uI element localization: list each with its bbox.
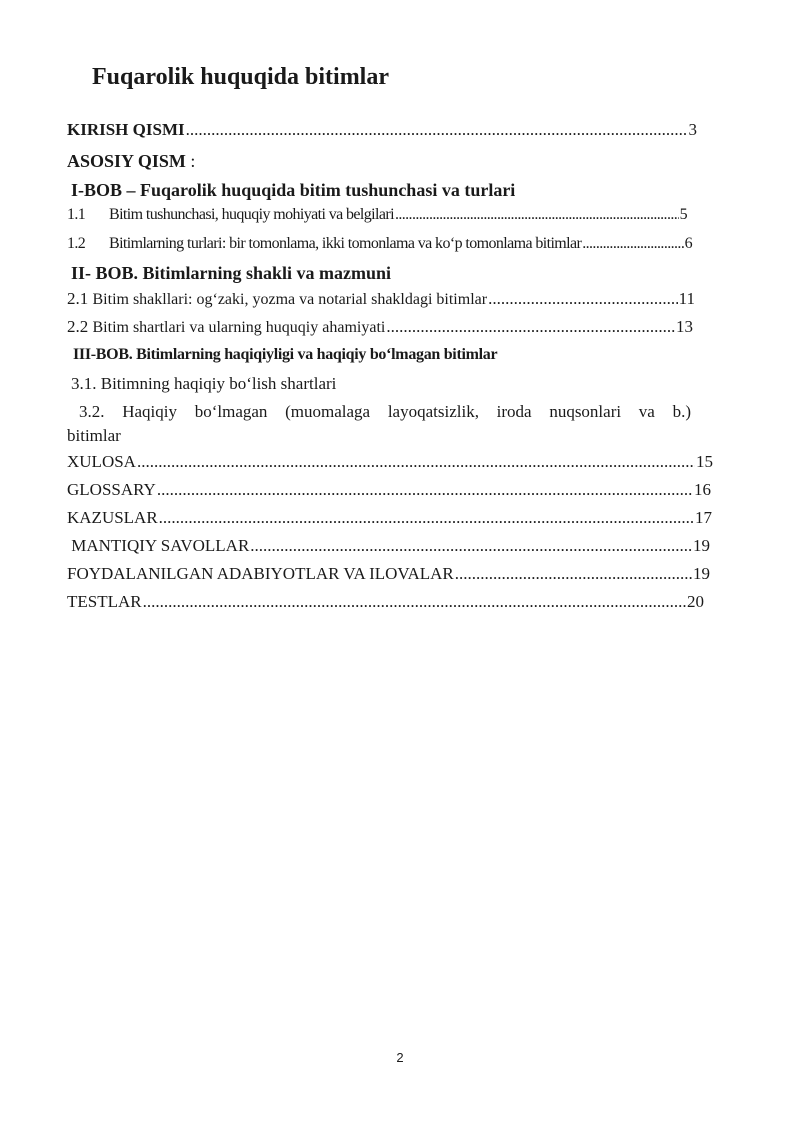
toc-label: Bitimlarning turlari: bir tomonlama, ikki tomonlama va ko‘p tomonlama bitimlar <box>109 235 582 252</box>
page-number: 2 <box>396 1050 404 1065</box>
toc-page-number: 20 <box>687 592 704 611</box>
toc-label: Bitim shakllari: og‘zaki, yozma va notarial shakldagi bitimlar <box>92 291 488 308</box>
toc-label: TESTLAR <box>67 592 142 611</box>
document-title: Fuqarolik huquqida bitimlar <box>92 64 389 90</box>
toc-entry-3-2-continuation: bitimlar <box>67 426 121 445</box>
chapter-prefix: I-BOB <box>71 180 123 200</box>
toc-entry-1-1 <box>67 206 687 230</box>
toc-entry-xulosa <box>67 452 713 476</box>
toc-leader-dots <box>137 452 695 472</box>
toc-chapter-2-heading: II- BOB. Bitimlarning shakli va mazmuni <box>71 263 392 283</box>
toc-chapter-1-heading <box>71 180 515 201</box>
toc-leader-dots <box>582 235 683 253</box>
toc-entry-2-1 <box>67 289 695 313</box>
toc-page-number: 16 <box>694 480 711 499</box>
toc-number: 1.2 <box>67 235 86 252</box>
toc-label: MANTIQIY SAVOLLAR <box>67 536 250 555</box>
toc-number: 2.1 <box>67 289 89 308</box>
toc-number: 1.1 <box>67 206 86 223</box>
toc-entry-3-1: 3.1. Bitimning haqiqiy bo‘lish shartlari <box>71 374 337 393</box>
toc-page-number: 13 <box>676 317 693 336</box>
toc-heading-label: ASOSIY QISM <box>67 151 186 171</box>
toc-leader-dots <box>386 317 675 337</box>
toc-entry-3-2: 3.2. Haqiqiy bo‘lmagan (muomalaga layoqatsizlik, iroda nuqsonlari va b.) <box>79 402 691 421</box>
toc-entry-kazuslar <box>67 508 712 532</box>
toc-label: XULOSA <box>67 452 136 471</box>
toc-leader-dots <box>395 206 679 224</box>
toc-leader-dots <box>143 592 686 612</box>
toc-heading-asosiy <box>67 151 195 172</box>
toc-leader-dots <box>186 120 688 140</box>
toc-label: FOYDALANILGAN ADABIYOTLAR VA ILOVALAR <box>67 564 454 583</box>
toc-entry-foydalanilgan-adabiyotlar <box>67 564 710 588</box>
toc-page-number: 17 <box>695 508 712 527</box>
toc-number: 2.2 <box>67 317 89 336</box>
toc-entry-testlar <box>67 592 704 616</box>
toc-label: GLOSSARY <box>67 480 156 499</box>
toc-label: KIRISH QISMI <box>67 120 185 139</box>
toc-heading-suffix: : <box>185 151 196 171</box>
toc-leader-dots <box>250 536 692 556</box>
toc-leader-dots <box>159 508 694 528</box>
toc-entry-glossary <box>67 480 711 504</box>
toc-leader-dots <box>455 564 692 584</box>
toc-label: KAZUSLAR <box>67 508 158 527</box>
toc-entry-2-2 <box>67 317 693 341</box>
toc-entry-1-2 <box>67 235 692 259</box>
toc-label: Bitim tushunchasi, huquqiy mohiyati va belgilari <box>109 206 394 223</box>
toc-page-number: 5 <box>679 206 687 223</box>
toc-page-number: 19 <box>693 536 710 555</box>
toc-chapter-3-heading: III-BOB. Bitimlarning haqiqiyligi va haqiqiy bo‘lmagan bitimlar <box>73 346 498 363</box>
toc-entry-kirish <box>67 120 697 144</box>
toc-label: Bitim shartlari va ularning huquqiy ahamiyati <box>92 319 386 336</box>
toc-entry-mantiqiy-savollar <box>67 536 710 560</box>
toc-leader-dots <box>488 289 678 309</box>
toc-leader-dots <box>157 480 693 500</box>
toc-page-number: 15 <box>696 452 713 471</box>
toc-page-number: 19 <box>693 564 710 583</box>
toc-page-number: 11 <box>678 289 695 308</box>
toc-page-number: 3 <box>688 120 697 139</box>
toc-page-number: 6 <box>684 235 692 252</box>
chapter-title: – Fuqarolik huquqida bitim tushunchasi va turlari <box>122 180 516 200</box>
